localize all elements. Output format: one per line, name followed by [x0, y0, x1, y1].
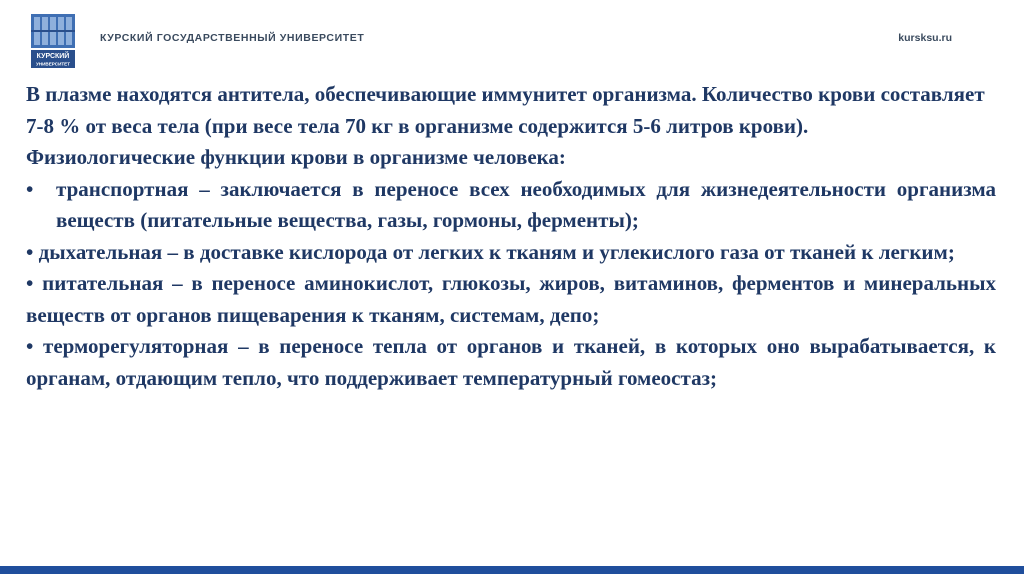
svg-text:УНИВЕРСИТЕТ: УНИВЕРСИТЕТ: [35, 61, 71, 67]
intro-paragraph: В плазме находятся антитела, обеспечивающие иммунитет организма. Количество крови составляет 7-8 % от веса тела (при весе тела 70 кг в организме содержится 5-6 литров крови).: [26, 82, 985, 138]
bullet-text: дыхательная – в доставке кислорода от легких к тканям и углекислого газа от тканей к легким;: [38, 239, 955, 264]
slide-body: [26, 79, 996, 394]
bullet-nutritive: [26, 268, 996, 331]
bullet-transport: [26, 174, 996, 237]
bullet-icon: •: [26, 271, 34, 295]
bullet-text: транспортная – заключается в переносе всех необходимых для жизнедеятельности организма веществ (питательные вещества, газы, гормоны, ферменты);: [56, 176, 996, 232]
bullet-text: питательная – в переносе аминокислот, глюкозы, жиров, витаминов, ферментов и минеральных веществ от органов пищеварения к тканям, системам, депо;: [26, 271, 997, 327]
bullet-respiratory: [26, 237, 996, 269]
site-url[interactable]: kursksu.ru: [898, 32, 952, 44]
bullet-icon: •: [26, 239, 34, 264]
svg-text:КУРСКИЙ: КУРСКИЙ: [36, 53, 70, 60]
bullet-icon: •: [26, 334, 34, 358]
slide-header: [0, 0, 1024, 78]
functions-heading: Физиологические функции крови в организме человека:: [26, 145, 566, 169]
bullet-text: терморегуляторная – в переносе тепла от органов и тканей, в которых оно вырабатывается, к органам, отдающим тепло, что поддерживает температурный гомеостаз;: [26, 334, 996, 390]
university-logo: [28, 10, 78, 70]
footer-bar: [0, 566, 1024, 574]
university-name: КУРСКИЙ ГОСУДАРСТВЕННЫЙ УНИВЕРСИТЕТ: [100, 32, 365, 44]
bullet-icon: •: [26, 176, 34, 201]
bullet-thermoregulatory: [26, 331, 996, 394]
